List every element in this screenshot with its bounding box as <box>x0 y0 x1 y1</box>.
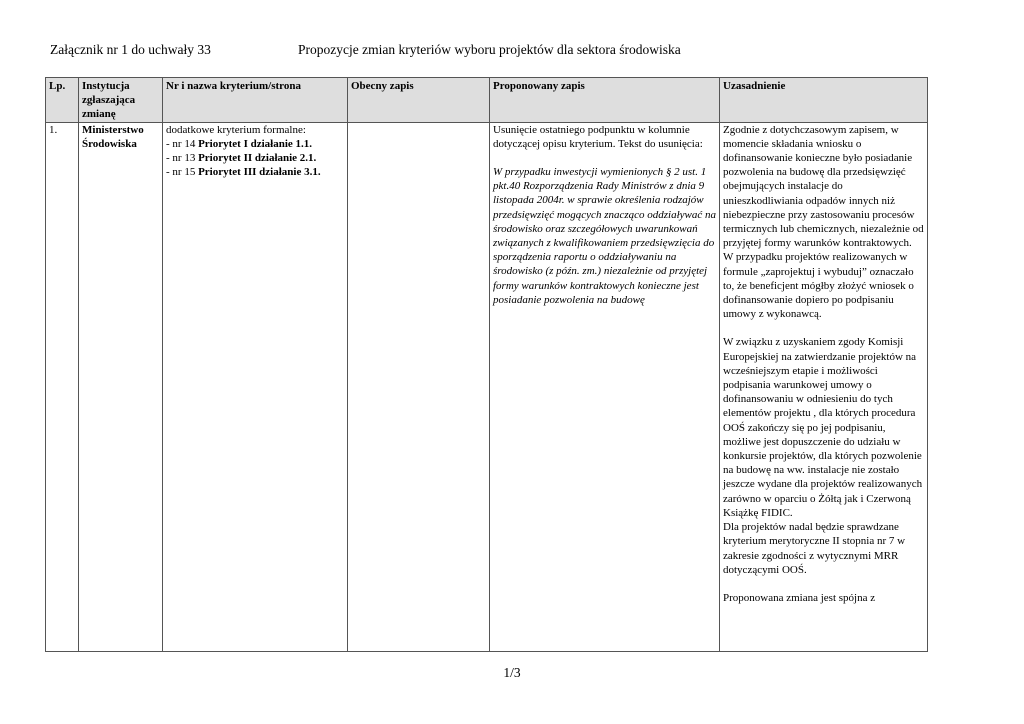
cell-justification <box>720 122 928 651</box>
cell-lp: 1. <box>46 122 79 651</box>
justification-paragraph: Proponowana zmiana jest spójna z <box>723 591 876 604</box>
criterion-item: - nr 14 Priorytet I działanie 1.1. <box>166 137 313 150</box>
criterion-item: - nr 13 Priorytet II działanie 2.1. <box>166 152 317 165</box>
col-header-criterion: Nr i nazwa kryterium/strona <box>163 78 348 123</box>
table-row <box>46 122 928 651</box>
cell-criterion <box>163 122 348 651</box>
table-header-row <box>46 78 928 123</box>
criterion-intro: dodatkowe kryterium formalne: <box>166 123 306 136</box>
justification-paragraph: Zgodnie z dotychczasowym zapisem, w momencie składania wniosku o dofinansowanie konieczne było posiadanie pozwolenia na budowę dla przedsięwzięć obejmujących instalacje do unieszkodliwiania odpadów innych niż niebezpieczne przy zastosowaniu procesów termicznych lub chemicznych, niezależnie od przyjętej formy warunków kontraktowych. W przypadku projektów realizowanych w formule „zaprojektuj i wybuduj” oznaczało to, że beneficjent mógłby złożyć wniosek o dofinansowanie dopiero po podpisaniu umowy z wykonawcą. <box>723 123 924 321</box>
cell-proposed <box>490 122 720 651</box>
page-number: 1/3 <box>503 665 521 680</box>
proposed-intro: Usunięcie ostatniego podpunktu w kolumnie dotyczącej opisu kryterium. Tekst do usunięcia: <box>493 123 703 150</box>
justification-paragraph: Dla projektów nadal będzie sprawdzane kryterium merytoryczne II stopnia nr 7 w zakresie zgodności z wytycznymi MRR dotyczącymi OOŚ. <box>723 521 906 576</box>
document-title: Propozycje zmian kryteriów wyboru projektów dla sektora środowiska <box>298 42 681 57</box>
col-header-institution: Instytucja zgłaszająca zmianę <box>79 78 163 123</box>
col-header-proposed: Proponowany zapis <box>490 78 720 123</box>
cell-institution: Ministerstwo Środowiska <box>79 122 163 651</box>
col-header-current: Obecny zapis <box>348 78 490 123</box>
cell-current <box>348 122 490 651</box>
justification-paragraph: W związku z uzyskaniem zgody Komisji Europejskiej na zatwierdzanie projektów na wcześniejszym etapie i możliwości podpisania warunkowej umowy o dofinansowaniu w odniesieniu do tych elementów projektu , dla których procedura OOŚ zakończy się po jej podpisaniu, możliwe jest dopuszczenie do udziału w konkursie projektów, dla których pozwolenie na budowę na ww. instalacje nie zostało jeszcze wydane dla projektów realizowanych zarówno w oparciu o Żółtą jak i Czerwoną Książkę FIDIC. <box>723 336 923 519</box>
criteria-table <box>45 77 928 652</box>
annex-label: Załącznik nr 1 do uchwały 33 <box>50 42 211 57</box>
criterion-item: - nr 15 Priorytet III działanie 3.1. <box>166 166 321 179</box>
col-header-justification: Uzasadnienie <box>720 78 928 123</box>
proposed-removed-text: W przypadku inwestycji wymienionych § 2 ust. 1 pkt.40 Rozporządzenia Rady Ministrów z dnia 9 listopada 2004r. w sprawie określenia rodzajów przedsięwzięć mogących znacząco oddziaływać na środowisko oraz szczegółowych uwarunkowań związanych z kwalifikowaniem przedsięwzięcia do sporządzenia raportu o oddziaływaniu na środowisko (z późn. zm.) niezależnie od przyjętej formy warunków kontraktowych konieczne jest posiadanie pozwolenia na budowę <box>493 166 717 306</box>
col-header-lp: Lp. <box>46 78 79 123</box>
